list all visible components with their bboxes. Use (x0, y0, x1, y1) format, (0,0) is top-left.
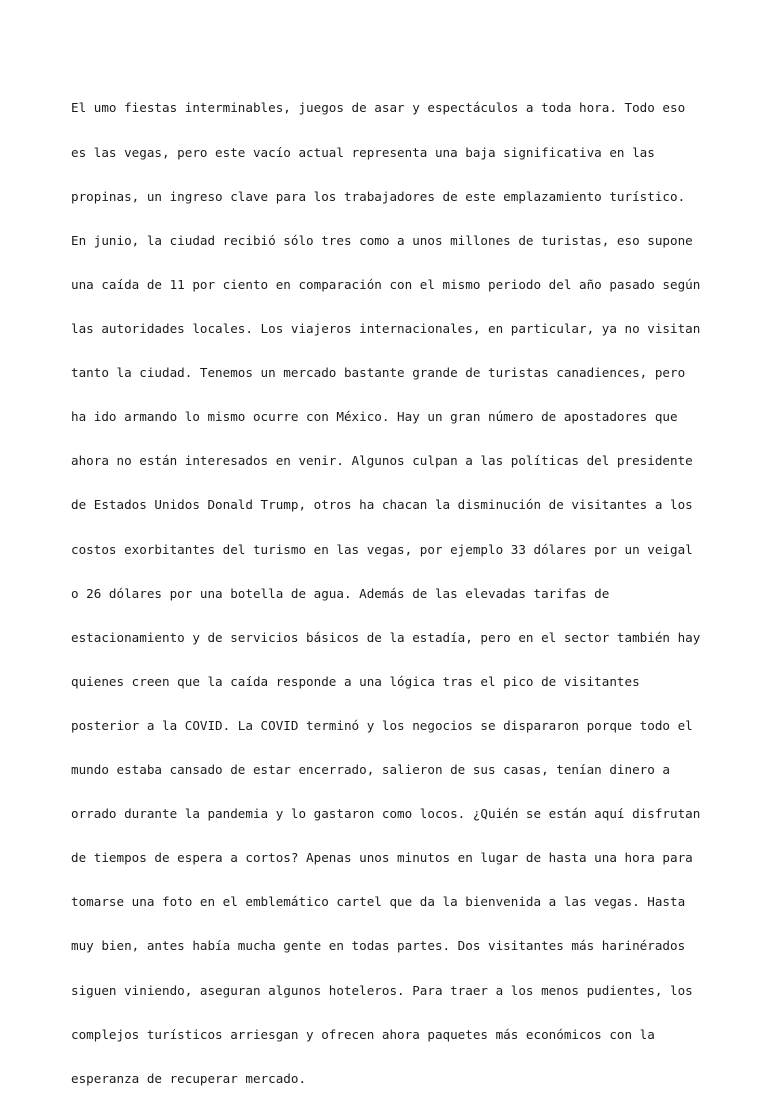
text-line: una caída de 11 por ciento en comparación con el mismo periodo del año pasado según (71, 276, 701, 292)
text-line: posterior a la COVID. La COVID terminó y los negocios se dispararon porque todo el (71, 717, 693, 733)
text-line: de tiempos de espera a cortos? Apenas unos minutos en lugar de hasta una hora para (71, 850, 693, 866)
text-line: En junio, la ciudad recibió sólo tres como a unos millones de turistas, eso supone (71, 232, 693, 248)
text-line: orrado durante la pandemia y lo gastaron como locos. ¿Quién se están aquí disfrutan (71, 806, 701, 822)
text-line: las autoridades locales. Los viajeros internacionales, en particular, ya no visitan (71, 320, 701, 336)
text-line: mundo estaba cansado de estar encerrado, salieron de sus casas, tenían dinero a (71, 762, 670, 778)
text-line: ahora no están interesados en venir. Algunos culpan a las políticas del presidente (71, 453, 693, 469)
text-line: complejos turísticos arriesgan y ofrecen ahora paquetes más económicos con la (71, 1026, 655, 1042)
text-line: El umo fiestas interminables, juegos de asar y espectáculos a toda hora. Todo eso (71, 100, 686, 116)
text-line: de Estados Unidos Donald Trump, otros ha chacan la disminución de visitantes a los (71, 497, 693, 513)
text-line: es las vegas, pero este vacío actual representa una baja significativa en las (71, 144, 655, 160)
text-line: costos exorbitantes del turismo en las vegas, por ejemplo 33 dólares por un veigal (71, 541, 693, 557)
body-paragraph (71, 72, 711, 1116)
text-line: esperanza de recuperar mercado. (71, 1070, 307, 1086)
text-line: muy bien, antes había mucha gente en todas partes. Dos visitantes más harinérados (71, 938, 686, 954)
text-line: ha ido armando lo mismo ocurre con México. Hay un gran número de apostadores que (71, 409, 678, 425)
text-line: propinas, un ingreso clave para los trabajadores de este emplazamiento turístico. (71, 188, 686, 204)
text-line: tomarse una foto en el emblemático cartel que da la bienvenida a las vegas. Hasta (71, 894, 686, 910)
text-line: tanto la ciudad. Tenemos un mercado bastante grande de turistas canadiences, pero (71, 365, 686, 381)
text-line: estacionamiento y de servicios básicos de la estadía, pero en el sector también hay (71, 629, 701, 645)
text-line: quienes creen que la caída responde a una lógica tras el pico de visitantes (71, 673, 640, 689)
text-line: o 26 dólares por una botella de agua. Además de las elevadas tarifas de (71, 585, 610, 601)
text-line: siguen viniendo, aseguran algunos hoteleros. Para traer a los menos pudientes, los (71, 982, 693, 998)
